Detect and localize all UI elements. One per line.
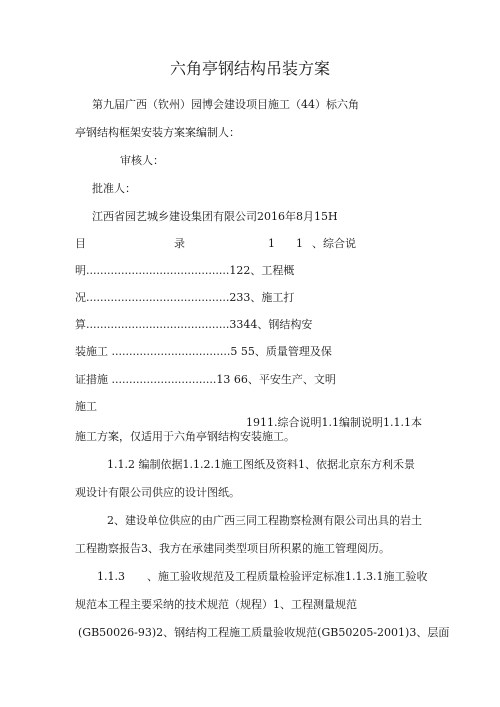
paragraph-5-line-1: (GB50026-93)2、钢结构工程施工质量验收规范(GB50205-2001)3、层面	[78, 626, 450, 639]
toc-heading-lu: 录	[174, 237, 185, 250]
toc-number-2: 1	[296, 237, 303, 250]
paragraph-3-line-1: 2、建设单位供应的由广西三同工程勘察检测有限公司出具的岩土	[107, 514, 422, 527]
toc-entry-7: 施工	[75, 400, 97, 413]
paragraph-3-line-2: 工程勘察报告3、我方在承建同类型项目所积累的施工管理阅历。	[75, 542, 390, 555]
approver-label: 批准人：	[92, 182, 136, 195]
paragraph-2-line-2: 观设计有限公司供应的设计图纸。	[75, 486, 240, 499]
intro-line-1: 第九届广西（钦州）园博会建设项目施工（44）标六角	[92, 98, 359, 111]
paragraph-2-line-1: 1.1.2 编制依据1.1.2.1施工图纸及资料1、依据北京东方利禾景	[107, 458, 415, 471]
paragraph-1-line-1: 1911.综合说明1.1编制说明1.1.1本	[246, 416, 422, 429]
company-date: 江西省园艺城乡建设集团有限公司2016年8月15H	[92, 210, 338, 223]
paragraph-4-line-1: 1.1.3 、施工验收规范及工程质量检验评定标准1.1.3.1施工验收	[97, 570, 428, 583]
toc-entry-5: 装施工 ..................................5 55、质量管理及保	[75, 345, 332, 358]
toc-number-1: 1	[268, 237, 275, 250]
paragraph-4-line-2: 规范本工程主要采纳的技术规范（规程）1、工程测量规范	[75, 598, 357, 611]
toc-entry-1-start: 、综合说	[312, 237, 356, 250]
toc-heading-mu: 目	[75, 237, 86, 250]
toc-entry-4: 算.........................................3344、钢结构安	[75, 318, 313, 331]
toc-entry-2: 明.........................................122、工程概	[75, 264, 295, 277]
intro-line-2: 亭钢结构框架安装方案案编制人：	[75, 126, 240, 139]
reviewer-label: 审核人：	[120, 154, 164, 167]
document-title: 六角亭钢结构吊装方案	[170, 59, 331, 78]
paragraph-1-line-2: 施工方案，仅适用于六角亭钢结构安装施工。	[75, 430, 295, 443]
toc-entry-3: 况.........................................233、施工打	[75, 291, 295, 304]
toc-entry-6: 证措施 ..............................13 66、平安生产、文明	[75, 373, 336, 386]
